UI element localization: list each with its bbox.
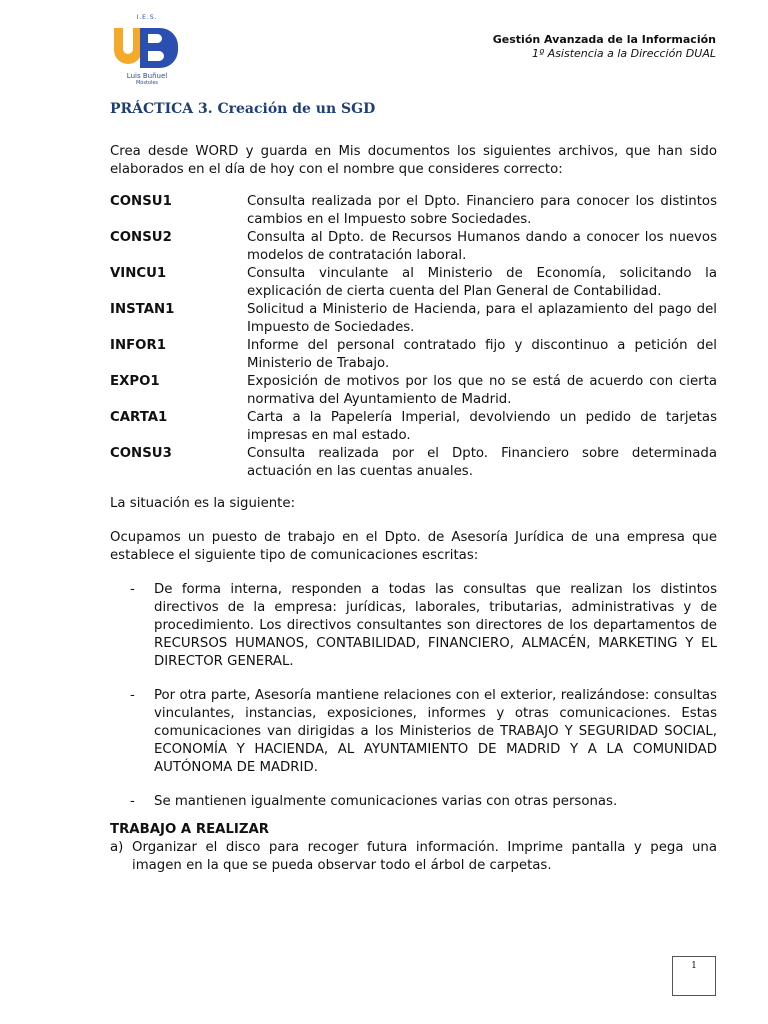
header-course-title: Gestión Avanzada de la Información	[492, 33, 716, 46]
file-name: CONSU1	[110, 194, 172, 209]
file-name: VINCU1	[110, 266, 167, 281]
file-description: Consulta al Dpto. de Recursos Humanos dando a conocer los nuevos modelos de contratación laboral.	[247, 230, 717, 263]
logo-letter-l-shape	[114, 28, 142, 64]
bullet-dash: -	[130, 582, 135, 597]
file-name: INSTAN1	[110, 302, 175, 317]
task-text: Organizar el disco para recoger futura información. Imprime pantalla y pega una imagen en la que se pueda observar todo el árbol de carpetas.	[132, 840, 717, 873]
file-name: INFOR1	[110, 338, 166, 353]
list-item	[110, 581, 717, 671]
logo-letter-b-shape	[140, 28, 178, 68]
header-course-subtitle: 1º Asistencia a la Dirección DUAL	[532, 47, 716, 60]
intro-paragraph: Crea desde WORD y guarda en Mis documentos los siguientes archivos, que han sido elaborados en el día de hoy con el nombre que consideres correcto:	[110, 144, 717, 177]
file-name: CONSU3	[110, 446, 172, 461]
file-description: Exposición de motivos por los que no se está de acuerdo con cierta normativa del Ayuntamiento de Madrid.	[247, 374, 717, 407]
logo-ies-text: I.E.S.	[136, 14, 158, 21]
file-row	[110, 445, 717, 481]
logo-city: Móstoles	[135, 80, 159, 86]
file-description: Carta a la Papelería Imperial, devolviendo un pedido de tarjetas impresas en mal estado.	[247, 410, 717, 443]
file-description: Consulta vinculante al Ministerio de Economía, solicitando la explicación de cierta cuenta del Plan General de Contabilidad.	[247, 266, 717, 299]
file-description: Consulta realizada por el Dpto. Financiero sobre determinada actuación en las cuentas anuales.	[247, 446, 717, 479]
file-row	[110, 193, 717, 229]
file-description: Informe del personal contratado fijo y discontinuo a petición del Ministerio de Trabajo.	[247, 338, 717, 371]
document-header	[493, 33, 716, 61]
task-letter: a)	[110, 840, 124, 855]
bullet-text: De forma interna, responden a todas las consultas que realizan los distintos directivos de la empresa: jurídicas, laborales, tributarias, administrativas y de procedimiento. Los directivos consultantes son directores de los departamentos de RECURSOS HUMANOS, CONTABILIDAD, FINANCIERO, ALMACÉN, MARKETING Y EL DIRECTOR GENERAL.	[154, 582, 717, 669]
bullet-dash: -	[130, 794, 135, 809]
document-body	[110, 143, 717, 875]
file-row	[110, 409, 717, 445]
page-number: 1	[672, 956, 716, 996]
logo-school-name: Luis Buñuel	[126, 72, 168, 80]
file-row	[110, 301, 717, 337]
file-description: Consulta realizada por el Dpto. Financiero para conocer los distintos cambios en el Impuesto sobre Sociedades.	[247, 194, 717, 227]
file-name: CONSU2	[110, 230, 172, 245]
file-row	[110, 337, 717, 373]
situation-paragraph: La situación es la siguiente:	[110, 496, 296, 511]
file-row	[110, 229, 717, 265]
list-item	[110, 687, 717, 777]
file-row	[110, 265, 717, 301]
file-name: CARTA1	[110, 410, 168, 425]
task-item	[110, 839, 717, 875]
bullet-text: Se mantienen igualmente comunicaciones varias con otras personas.	[154, 794, 618, 809]
practice-title: PRÁCTICA 3. Creación de un SGD	[110, 101, 376, 117]
bullet-text: Por otra parte, Asesoría mantiene relaciones con el exterior, realizándose: consultas vinculantes, instancias, exposiciones, informes y otras comunicaciones. Estas comunicaciones van dirigidas a los Ministerios de TRABAJO Y SEGURIDAD SOCIAL, ECONOMÍA Y HACIENDA, AL AYUNTAMIENTO DE MADRID Y A LA COMUNIDAD AUTÓNOMA DE MADRID.	[154, 688, 717, 775]
description-paragraph: Ocupamos un puesto de trabajo en el Dpto. de Asesoría Jurídica de una empresa que establece el siguiente tipo de comunicaciones escritas:	[110, 530, 717, 563]
file-list	[110, 193, 717, 481]
task-heading: TRABAJO A REALIZAR	[110, 822, 270, 837]
file-row	[110, 373, 717, 409]
bullet-dash: -	[130, 688, 135, 703]
file-name: EXPO1	[110, 374, 160, 389]
list-item	[110, 793, 717, 811]
school-logo	[112, 14, 182, 88]
file-description: Solicitud a Ministerio de Hacienda, para el aplazamiento del pago del Impuesto de Sociedades.	[247, 302, 717, 335]
